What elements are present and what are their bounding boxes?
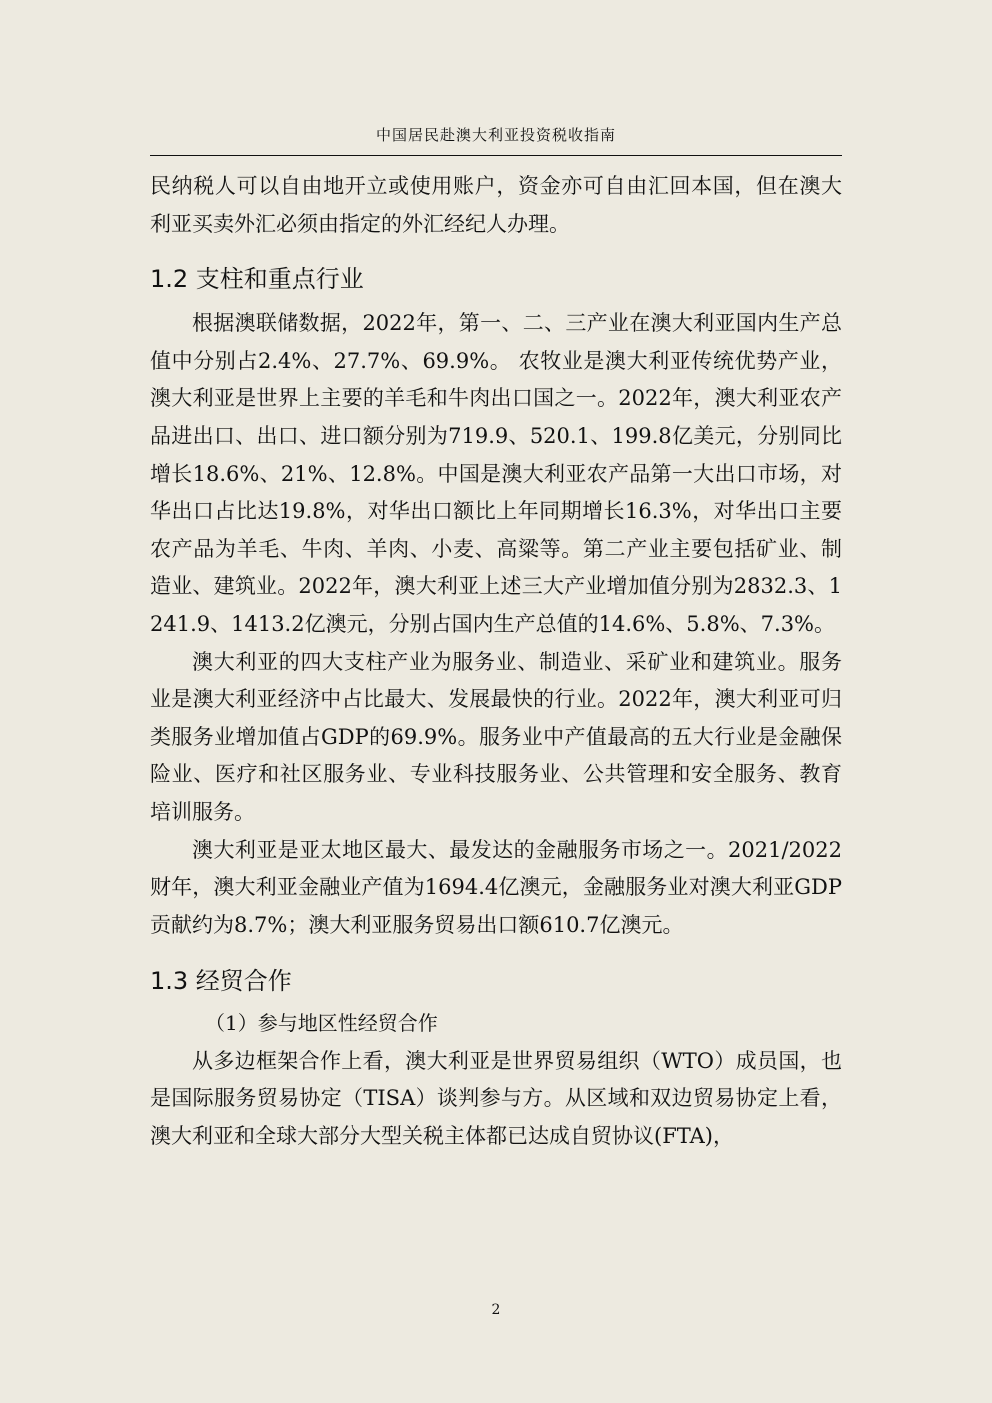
section-heading-1-2: 1.2 支柱和重点行业 bbox=[150, 265, 364, 294]
paragraph-financial-services: 澳大利亚是亚太地区最大、最发达的金融服务市场之一。2021/2022财年，澳大利亚金融业产值为1694.4亿澳元，金融服务业对澳大利亚GDP贡献约为8.7%；澳大利亚服务贸易出口额610.7亿澳元。 bbox=[150, 837, 842, 937]
page-body bbox=[150, 168, 842, 1156]
paragraph-continuation: 民纳税人可以自由地开立或使用账户，资金亦可自由汇回本国，但在澳大利亚买卖外汇必须由指定的外汇经纪人办理。 bbox=[150, 174, 842, 236]
paragraph-trade-cooperation: 从多边框架合作上看，澳大利亚是世界贸易组织（WTO）成员国，也是国际服务贸易协定（TISA）谈判参与方。从区域和双边贸易协定上看，澳大利亚和全球大部分大型关税主体都已达成自贸协议(FTA)， bbox=[150, 1048, 842, 1149]
paragraph-industry-structure: 根据澳联储数据，2022年，第一、二、三产业在澳大利亚国内生产总值中分别占2.4%、27.7%、69.9%。 农牧业是澳大利亚传统优势产业，澳大利亚是世界上主要的羊毛和牛肉出口国之一。2022年，澳大利亚农产品进出口、出口、进口额分别为719.9、520.1、199.8亿美元，分别同比增长18.6%、21%、12.8%。中国是澳大利亚农产品第一大出口市场，对华出口占比达19.8%，对华出口额比上年同期增长16.3%，对华出口主要农产品为羊毛、牛肉、羊肉、小麦、高粱等。第二产业主要包括矿业、制造业、建筑业。2022年，澳大利亚上述三大产业增加值分别为2832.3、1241.9、1413.2亿澳元，分别占国内生产总值的14.6%、5.8%、7.3%。 bbox=[150, 311, 843, 636]
running-header: 中国居民赴澳大利亚投资税收指南 bbox=[375, 126, 616, 144]
subsection-heading: （1）参与地区性经贸合作 bbox=[205, 1011, 438, 1036]
header-divider bbox=[150, 155, 842, 156]
paragraph-pillar-industries: 澳大利亚的四大支柱产业为服务业、制造业、采矿业和建筑业。服务业是澳大利亚经济中占比最大、发展最快的行业。2022年，澳大利亚可归类服务业增加值占GDP的69.9%。服务业中产值最高的五大行业是金融保险业、医疗和社区服务业、专业科技服务业、公共管理和安全服务、教育培训服务。 bbox=[150, 649, 842, 824]
section-heading-1-3: 1.3 经贸合作 bbox=[150, 967, 292, 996]
page-number: 2 bbox=[491, 1302, 501, 1318]
